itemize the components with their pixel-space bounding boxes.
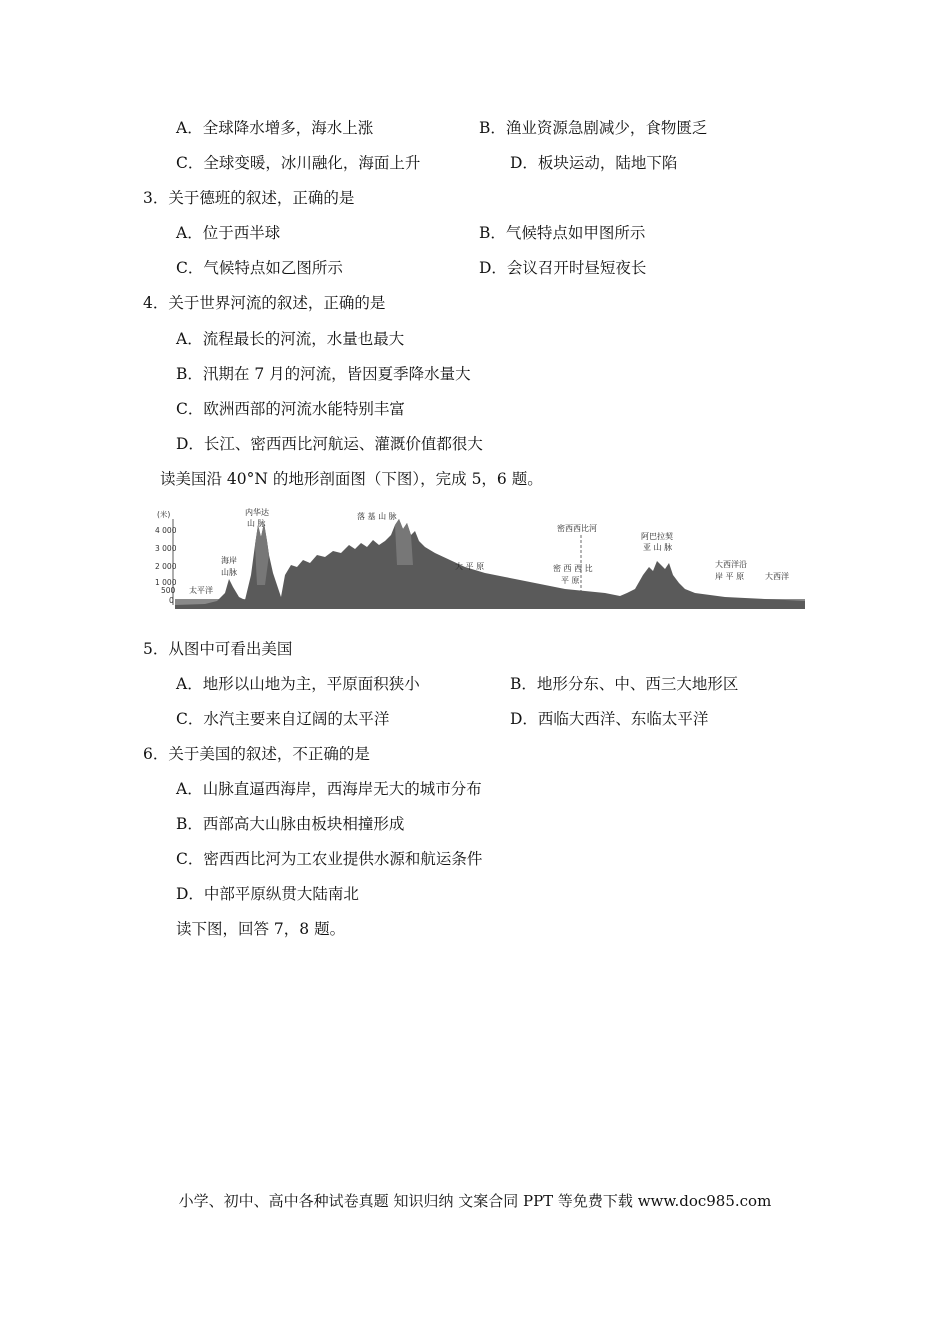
y-tick-4000: 4 000 (155, 526, 177, 535)
q3-option-c: C．气候特点如乙图所示 (176, 259, 343, 277)
y-tick-500: 500 (161, 586, 176, 595)
q5-option-a: A．地形以山地为主，平原面积狭小 (176, 675, 420, 693)
q3-option-a: A．位于西半球 (176, 224, 281, 242)
terrain-silhouette (175, 519, 805, 609)
q6-option-d: D．中部平原纵贯大陆南北 (176, 885, 359, 903)
label-great-plains: 大 平 原 (455, 562, 485, 571)
q6-stem: 6．关于美国的叙述，不正确的是 (143, 745, 370, 763)
q4-option-b: B．汛期在 7 月的河流，皆因夏季降水量大 (176, 365, 471, 383)
q2-option-a: A．全球降水增多，海水上涨 (176, 119, 374, 137)
label-coast-range-1: 海岸 (221, 556, 237, 565)
q4-option-c: C．欧洲西部的河流水能特别丰富 (176, 400, 405, 418)
intro-q7-q8: 读下图，回答 7，8 题。 (176, 920, 346, 938)
y-tick-3000: 3 000 (155, 544, 177, 553)
label-pacific: 太平洋 (189, 586, 213, 595)
label-coast-range-2: 山脉 (221, 568, 237, 577)
q5-option-b: B．地形分东、中、西三大地形区 (510, 675, 739, 693)
label-nevada-1: 内华达 (245, 508, 269, 517)
label-appalachian-1: 阿巴拉契 (641, 532, 673, 541)
label-appalachian-2: 亚 山 脉 (643, 543, 673, 552)
y-unit-label: (米) (157, 510, 171, 519)
q6-option-a: A．山脉直逼西海岸，西海岸无大的城市分布 (176, 780, 482, 798)
label-mississippi-river: 密西西比河 (557, 524, 597, 533)
q3-option-d: D．会议召开时昼短夜长 (479, 259, 647, 277)
page-footer: 小学、初中、高中各种试卷真题 知识归纳 文案合同 PPT 等免费下载 www.doc985.com (178, 1192, 772, 1210)
label-mississippi-plain-2: 平 原 (561, 576, 580, 585)
label-nevada-2: 山 脉 (247, 519, 266, 528)
y-tick-2000: 2 000 (155, 562, 177, 571)
q6-option-b: B．西部高大山脉由板块相撞形成 (176, 815, 405, 833)
q2-option-b: B．渔业资源急剧减少，食物匮乏 (479, 119, 708, 137)
label-atlantic: 大西洋 (765, 572, 789, 581)
q3-option-b: B．气候特点如甲图所示 (479, 224, 646, 242)
y-tick-1000: 1 000 (155, 578, 177, 587)
q5-stem: 5．从图中可看出美国 (143, 640, 293, 658)
q6-option-c: C．密西西比河为工农业提供水源和航运条件 (176, 850, 483, 868)
q2-option-c: C．全球变暖，冰川融化，海面上升 (176, 154, 421, 172)
q3-stem: 3．关于德班的叙述，正确的是 (143, 189, 355, 207)
q4-option-a: A．流程最长的河流，水量也最大 (176, 330, 405, 348)
label-atlantic-plain-1: 大西洋沿 (715, 560, 747, 569)
q5-option-c: C．水汽主要来自辽阔的太平洋 (176, 710, 390, 728)
q4-option-d: D．长江、密西西比河航运、灌溉价值都很大 (176, 435, 483, 453)
intro-q5-q6: 读美国沿 40°N 的地形剖面图（下图），完成 5，6 题。 (160, 470, 543, 488)
label-rocky-mountains: 落 基 山 脉 (357, 512, 397, 521)
q2-option-d: D．板块运动，陆地下陷 (510, 154, 678, 172)
terrain-profile-figure (155, 505, 805, 609)
y-tick-0: 0 (169, 596, 174, 605)
label-mississippi-plain-1: 密 西 西 比 (553, 564, 593, 573)
q4-stem: 4．关于世界河流的叙述，正确的是 (143, 294, 386, 312)
label-atlantic-plain-2: 岸 平 原 (715, 572, 745, 581)
q5-option-d: D．西临大西洋、东临太平洋 (510, 710, 709, 728)
